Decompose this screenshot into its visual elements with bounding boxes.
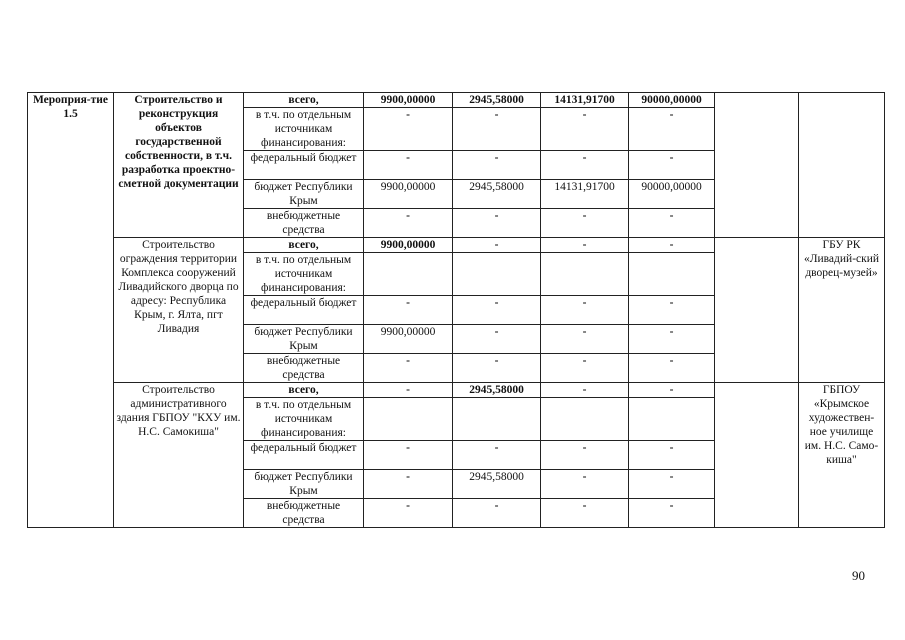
row-label-offbudget: внебюджетные средства <box>244 354 364 383</box>
value-cell: - <box>629 470 715 499</box>
row-label-offbudget: внебюджетные средства <box>244 499 364 528</box>
row-label-offbudget: внебюджетные средства <box>244 209 364 238</box>
row-label-crimea: бюджет Республики Крым <box>244 470 364 499</box>
value-cell: - <box>453 354 541 383</box>
row-label-incl: в т.ч. по отдельным источникам финансирования: <box>244 398 364 441</box>
value-cell: 9900,00000 <box>364 238 453 253</box>
value-cell: - <box>364 296 453 325</box>
empty-cell <box>715 383 799 528</box>
value-cell <box>453 398 541 441</box>
value-cell: - <box>629 108 715 151</box>
value-cell: 2945,58000 <box>453 383 541 398</box>
row-label-crimea: бюджет Республики Крым <box>244 325 364 354</box>
value-cell: - <box>364 108 453 151</box>
value-cell: - <box>364 354 453 383</box>
table-row <box>28 383 885 398</box>
subevent-name: Строительство административного здания ГБПОУ "КХУ им. Н.С. Самокиша" <box>114 383 244 528</box>
value-cell: 9900,00000 <box>364 93 453 108</box>
value-cell: 2945,58000 <box>453 93 541 108</box>
row-label-federal: федеральный бюджет <box>244 151 364 180</box>
value-cell: - <box>453 499 541 528</box>
value-cell <box>541 398 629 441</box>
value-cell <box>541 253 629 296</box>
event-title: Строительство и реконструкция объектов государственной собственности, в т.ч. разработка проектно-сметной документации <box>114 93 244 238</box>
page-number: 90 <box>852 568 865 583</box>
executor-cell: ГБУ РК «Ливадий-ский дворец-музей» <box>799 238 885 383</box>
row-label-total: всего, <box>244 93 364 108</box>
value-cell <box>629 398 715 441</box>
value-cell: 90000,00000 <box>629 93 715 108</box>
table-row <box>28 238 885 253</box>
value-cell: - <box>453 108 541 151</box>
row-label-incl: в т.ч. по отдельным источникам финансирования: <box>244 253 364 296</box>
value-cell: - <box>541 108 629 151</box>
value-cell: 90000,00000 <box>629 180 715 209</box>
value-cell: 2945,58000 <box>453 470 541 499</box>
value-cell: - <box>453 209 541 238</box>
value-cell: - <box>364 151 453 180</box>
value-cell: - <box>629 238 715 253</box>
value-cell: - <box>541 209 629 238</box>
subevent-name: Строительство ограждения территории Комплекса сооружений Ливадийского дворца по адресу: Республика Крым, г. Ялта, пгт Ливадия <box>114 238 244 383</box>
executor-cell <box>799 93 885 238</box>
value-cell: 14131,91700 <box>541 180 629 209</box>
value-cell: - <box>364 383 453 398</box>
value-cell <box>453 253 541 296</box>
value-cell: - <box>453 238 541 253</box>
funding-table <box>27 92 885 528</box>
value-cell: - <box>541 325 629 354</box>
value-cell <box>629 253 715 296</box>
row-label-total: всего, <box>244 238 364 253</box>
value-cell <box>364 398 453 441</box>
row-label-incl: в т.ч. по отдельным источникам финансирования: <box>244 108 364 151</box>
event-label: Мероприя-тие 1.5 <box>28 93 114 528</box>
value-cell: - <box>364 441 453 470</box>
value-cell: - <box>541 354 629 383</box>
value-cell: 14131,91700 <box>541 93 629 108</box>
value-cell: - <box>453 151 541 180</box>
value-cell: - <box>629 296 715 325</box>
value-cell: 2945,58000 <box>453 180 541 209</box>
value-cell: - <box>364 499 453 528</box>
value-cell: - <box>541 383 629 398</box>
value-cell: - <box>629 441 715 470</box>
value-cell: - <box>541 470 629 499</box>
value-cell <box>364 253 453 296</box>
value-cell: - <box>453 441 541 470</box>
value-cell: - <box>629 209 715 238</box>
value-cell: - <box>541 238 629 253</box>
row-label-total: всего, <box>244 383 364 398</box>
row-label-crimea: бюджет Республики Крым <box>244 180 364 209</box>
table-row <box>28 93 885 108</box>
value-cell: - <box>629 499 715 528</box>
row-label-federal: федеральный бюджет <box>244 296 364 325</box>
value-cell: - <box>541 151 629 180</box>
empty-cell <box>715 238 799 383</box>
value-cell: - <box>629 383 715 398</box>
value-cell: - <box>364 470 453 499</box>
value-cell: - <box>541 499 629 528</box>
row-label-federal: федеральный бюджет <box>244 441 364 470</box>
value-cell: - <box>629 325 715 354</box>
value-cell: 9900,00000 <box>364 180 453 209</box>
value-cell: - <box>629 151 715 180</box>
value-cell: - <box>629 354 715 383</box>
value-cell: - <box>453 296 541 325</box>
value-cell: - <box>364 209 453 238</box>
value-cell: - <box>541 296 629 325</box>
value-cell: 9900,00000 <box>364 325 453 354</box>
value-cell: - <box>541 441 629 470</box>
value-cell: - <box>453 325 541 354</box>
empty-cell <box>715 93 799 238</box>
executor-cell: ГБПОУ «Крымское художествен-ное училище им. Н.С. Само-киша" <box>799 383 885 528</box>
